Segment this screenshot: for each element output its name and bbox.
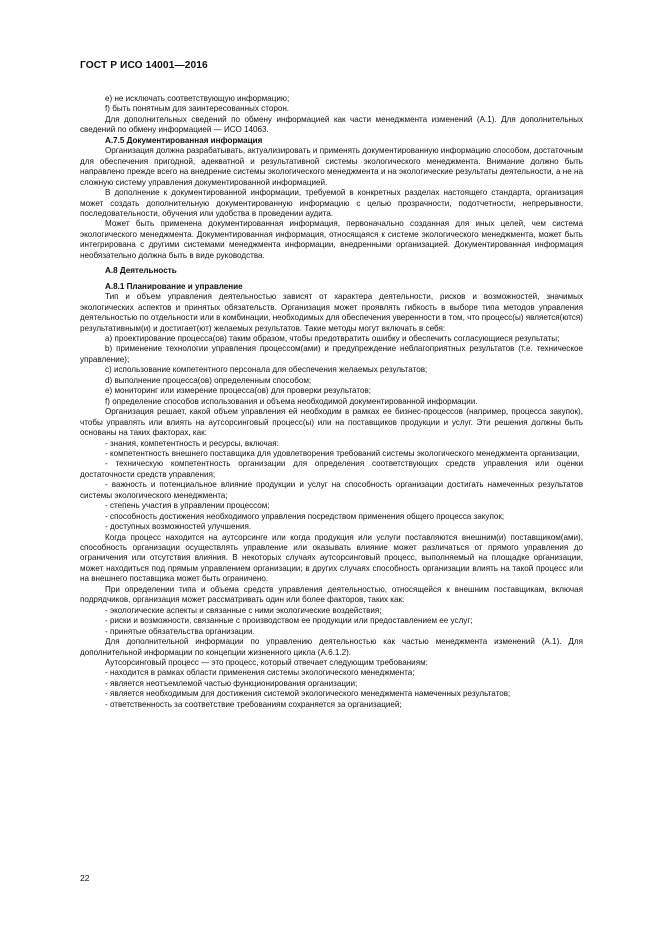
list-item: - экологические аспекты и связанные с ними экологические воздействия; <box>105 605 382 615</box>
document-body <box>80 94 583 710</box>
list-item: e) мониторинг или измерение процесса(ов) для проверки результатов; <box>105 386 372 396</box>
list-item: - техническую компетентность организации для определения соответствующих средств управления или оценки достаточности средств управления; <box>80 459 583 479</box>
list-item: - знания, компетентность и ресурсы, включая: <box>105 438 279 448</box>
list-item: b) применение технологии управления процессом(ами) и предупреждение неблагоприятных результатов (т.е. техническое управление); <box>80 344 583 364</box>
paragraph: Может быть применена документированная информация, первоначально созданная для иных целей, чем система экологического менеджмента. Документированная информация, относящаяся к системе экологического менеджмента, может быть интегрирована с другими системами менеджмента информации, внедренными организацией. Документированная информация необязательно должна быть в виде руководства. <box>80 219 583 260</box>
page-number: 22 <box>80 873 90 883</box>
paragraph: f) быть понятным для заинтересованных сторон. <box>105 104 290 114</box>
list-item: - является необходимым для достижения системой экологического менеджмента намеченных результатов; <box>105 689 511 699</box>
list-item: f) определение способов использования и объема необходимой документированной информации. <box>105 396 478 406</box>
paragraph: е) не исключать соответствующую информацию; <box>105 94 290 103</box>
list-item: - способность достижения необходимого управления посредством применения общего процесса закупок; <box>105 511 505 521</box>
list-item: d) выполнение процесса(ов) определенным способом; <box>105 375 312 385</box>
list-item: - важность и потенциальное влияние продукции и услуг на способность организации достигать намеченных результатов системы экологического менеджмента; <box>80 480 583 500</box>
paragraph: Организация должна разрабатывать, актуализировать и применять документированную информацию способом, достаточным для обеспечения пригодной, адекватной и результативной системы экологического менеджмента. Внимание должно быть направлено прежде всего на внедрение системы экологического менеджмента и на экологические результаты деятельности, а не на сложную систему управления документированной информацией. <box>80 146 583 187</box>
list-item: - степень участия в управлении процессом; <box>105 501 270 511</box>
paragraph: В дополнение к документированной информации, требуемой в конкретных разделах настоящего стандарта, организация может создать дополнительную документированную информацию с целью прозрачности, подотчетности, непрерывности, последовательности, обучения или удобства в проведении аудита. <box>80 188 583 218</box>
list-item: c) использование компетентного персонала для обеспечения желаемых результатов; <box>105 365 428 375</box>
paragraph: Для дополнительных сведений по обмену информацией как части менеджмента изменений (А.1). Для дополнительных сведений по обмену информацией — ИСО 14063. <box>80 114 583 135</box>
paragraph: Тип и объем управления деятельностью зависят от характера деятельности, рисков и возможностей, значимых экологических аспектов и принятых обязательств. Организация может проявлять гибкость в выборе типа методов управления деятельностью по отдельности или в комбинации, необходимых для обеспечения уверенности в том, что процесс(ы) является(ются) результативным(и) и достигает(ют) желаемых результатов. Такие методы могут включать в себя: <box>80 292 583 333</box>
list-item: - риски и возможности, связанные с производством ее продукции или предоставлением ее услуг; <box>105 616 473 626</box>
list-item: - является неотъемлемой частью функционирования организации; <box>105 678 358 688</box>
list-item: - находится в рамках области применения системы экологического менеджмента; <box>105 668 415 678</box>
paragraph: Когда процесс находится на аутсорсинге или когда продукция или услуги поставляются внешним(и) поставщиком(ами), способность организации осуществлять управление или оказывать влияние может различаться от прямого управления до ограничения или отсутствия влияния. В некоторых случаях аутсорсинговый процесс, выполняемый на площадке организации, может находиться под прямым управлением организации; в других случаях способность организации влиять на такой процесс или на внешнего поставщика может быть ограничено. <box>80 532 583 584</box>
paragraph: Для дополнительной информации по управлению деятельностью как частью менеджмента изменений (А.1). Для дополнительной информации по концепции жизненного цикла (А.6.1.2). <box>80 637 583 657</box>
list-item: - ответственность за соответствие требованиям сохраняется за организацией; <box>105 699 402 709</box>
list-item: - принятые обязательства организации. <box>105 626 255 636</box>
paragraph: При определении типа и объема средств управления деятельностью, относящейся к внешним поставщикам, включая подрядчиков, организация может рассматривать один или более факторов, таких как: <box>80 584 583 605</box>
list-item: a) проектирование процесса(ов) таким образом, чтобы предотвратить ошибку и обеспечить согласующиеся результаты; <box>105 333 560 343</box>
paragraph: Аутсорсинговый процесс — это процесс, который отвечает следующим требованиям: <box>105 658 428 668</box>
section-heading: А.8.1 Планирование и управление <box>105 281 243 291</box>
section-heading: А.7.5 Документированная информация <box>105 135 263 145</box>
paragraph: Организация решает, какой объем управления ей необходим в рамках ее бизнес-процессов (например, процесса закупок), чтобы управлять или влиять на аутсорсинговый процесс(ы) или на поставщиков продукции и услуг. Эти решения должны быть основаны на таких факторах, как: <box>80 407 583 438</box>
section-heading: А.8 Деятельность <box>105 266 177 276</box>
list-item: - компетентность внешнего поставщика для удовлетворения требований системы экологического менеджмента организации, <box>105 448 580 458</box>
page-header: ГОСТ Р ИСО 14001—2016 <box>80 60 208 71</box>
list-item: - доступных возможностей улучшения. <box>105 522 252 532</box>
